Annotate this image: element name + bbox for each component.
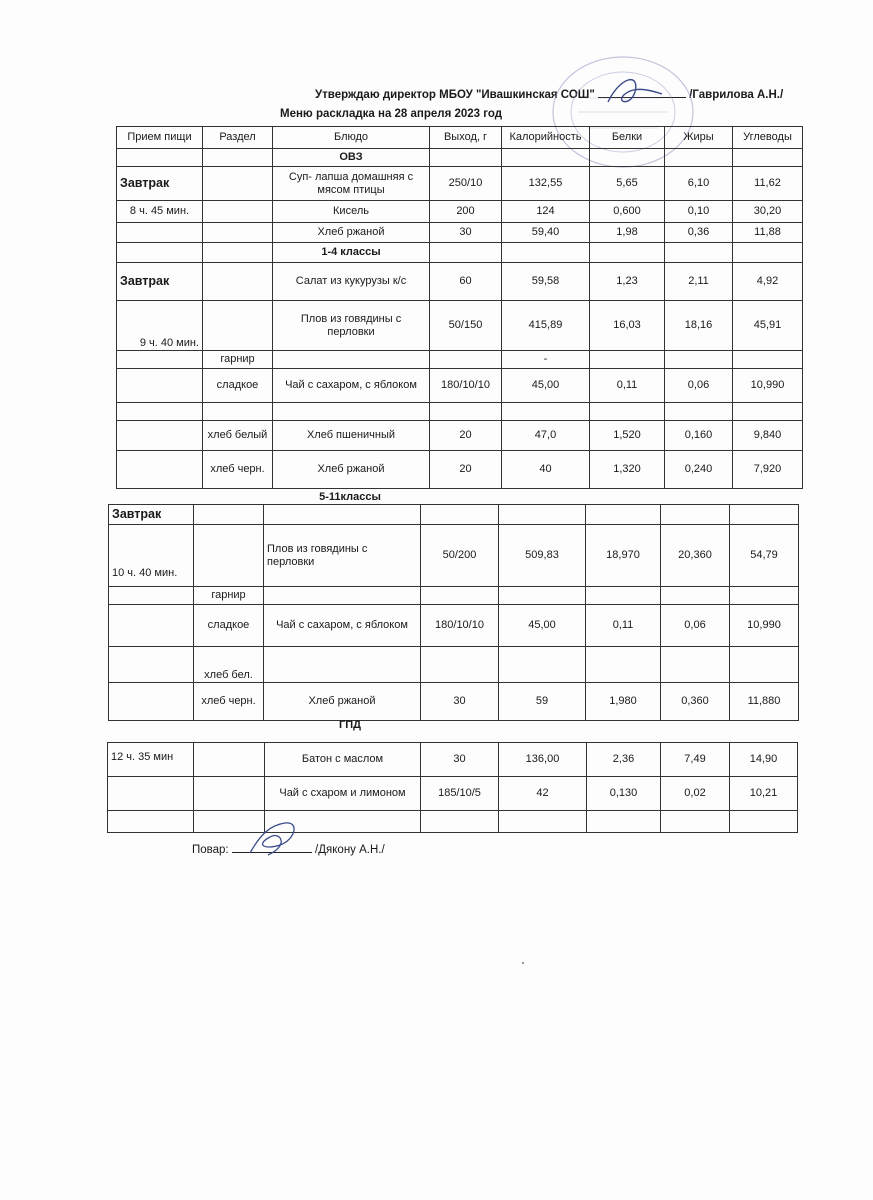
- protein-value: 1,98: [590, 223, 665, 243]
- carbs-value: 14,90: [730, 743, 798, 777]
- fat-value: 18,16: [665, 301, 733, 351]
- col-protein: Белки: [590, 127, 665, 149]
- carbs-value: 11,880: [730, 683, 799, 721]
- yield-value: 30: [430, 223, 502, 243]
- fat-value: 0,240: [665, 451, 733, 489]
- meal-time: 8 ч. 45 мин.: [117, 201, 203, 223]
- table-header-row: [117, 127, 803, 149]
- protein-value: 2,36: [587, 743, 661, 777]
- menu-table-5-11: [108, 504, 799, 721]
- fat-value: 0,06: [665, 369, 733, 403]
- dish-name: Хлеб пшеничный: [273, 421, 430, 451]
- protein-value: 0,130: [587, 777, 661, 811]
- carbs-value: 10,990: [730, 605, 799, 647]
- fat-value: 6,10: [665, 167, 733, 201]
- approval-text: Утверждаю директор МБОУ "Ивашкинская СОШ": [315, 89, 595, 101]
- col-carbs: Углеводы: [733, 127, 803, 149]
- section-label-1-4: 1-4 классы: [273, 243, 430, 263]
- cook-signature-line: [232, 842, 312, 853]
- calories-value: 124: [502, 201, 590, 223]
- menu-table-top: [116, 126, 803, 489]
- fat-value: 0,36: [665, 223, 733, 243]
- section-name: гарнир: [194, 587, 264, 605]
- dish-name: Хлеб ржаной: [273, 451, 430, 489]
- carbs-value: 10,990: [733, 369, 803, 403]
- calories-value: 136,00: [499, 743, 587, 777]
- table-row: [109, 683, 799, 721]
- table-row: [117, 351, 803, 369]
- carbs-value: 4,92: [733, 263, 803, 301]
- table-row: [117, 369, 803, 403]
- fat-value: 0,360: [661, 683, 730, 721]
- fat-value: 0,10: [665, 201, 733, 223]
- dish-name: Чай с сахаром, с яблоком: [264, 605, 421, 647]
- table-row-empty: [108, 811, 798, 833]
- calories-value: 45,00: [499, 605, 586, 647]
- section-name: хлеб черн.: [194, 683, 264, 721]
- table-row: [109, 587, 799, 605]
- protein-value: 1,980: [586, 683, 661, 721]
- protein-value: 0,11: [586, 605, 661, 647]
- calories-value: 45,00: [502, 369, 590, 403]
- section-name: сладкое: [203, 369, 273, 403]
- section-row-1-4: [117, 243, 803, 263]
- table-row: [108, 777, 798, 811]
- protein-value: 1,320: [590, 451, 665, 489]
- calories-value: 132,55: [502, 167, 590, 201]
- meal-time: 10 ч. 40 мин.: [109, 525, 194, 587]
- fat-value: 0,02: [661, 777, 730, 811]
- yield-value: 50/150: [430, 301, 502, 351]
- fat-value: 0,160: [665, 421, 733, 451]
- dish-name: Чай с сахаром, с яблоком: [273, 369, 430, 403]
- yield-value: 180/10/10: [421, 605, 499, 647]
- cook-label: Повар:: [192, 844, 229, 856]
- dish-name: Плов из говядины с перловки: [273, 301, 430, 351]
- calories-value: 40: [502, 451, 590, 489]
- col-section: Раздел: [203, 127, 273, 149]
- carbs-value: 54,79: [730, 525, 799, 587]
- table-row: [109, 505, 799, 525]
- carbs-value: 45,91: [733, 301, 803, 351]
- col-yield: Выход, г: [430, 127, 502, 149]
- table-row: [117, 301, 803, 351]
- calories-value: -: [502, 351, 590, 369]
- yield-value: 180/10/10: [430, 369, 502, 403]
- meal-label: Завтрак: [109, 505, 194, 525]
- section-name: сладкое: [194, 605, 264, 647]
- dish-name: Суп- лапша домашняя с мясом птицы: [273, 167, 430, 201]
- section-label-5-11: 5-11классы: [319, 491, 381, 503]
- calories-value: 59: [499, 683, 586, 721]
- table-row: [109, 605, 799, 647]
- director-name: /Гаврилова А.Н./: [689, 89, 784, 101]
- table-row: [109, 647, 799, 683]
- scan-speck: [522, 962, 524, 964]
- col-fat: Жиры: [665, 127, 733, 149]
- carbs-value: 11,88: [733, 223, 803, 243]
- section-name: хлеб бел.: [194, 647, 264, 683]
- yield-value: 30: [421, 683, 499, 721]
- meal-time: 9 ч. 40 мин.: [117, 301, 203, 351]
- calories-value: 42: [499, 777, 587, 811]
- cook-name: /Дякону А.Н./: [315, 844, 385, 856]
- calories-value: 415,89: [502, 301, 590, 351]
- yield-value: 20: [430, 421, 502, 451]
- calories-value: 59,58: [502, 263, 590, 301]
- carbs-value: 10,21: [730, 777, 798, 811]
- section-row-ovz: [117, 149, 803, 167]
- table-row-empty: [117, 403, 803, 421]
- dish-name: Батон с маслом: [265, 743, 421, 777]
- section-name: хлеб белый: [203, 421, 273, 451]
- section-name: гарнир: [203, 351, 273, 369]
- dish-name: Плов из говядины с перловки: [264, 525, 421, 587]
- protein-value: 1,23: [590, 263, 665, 301]
- table-row: [117, 223, 803, 243]
- dish-name: Кисель: [273, 201, 430, 223]
- col-calories: Калорийность: [502, 127, 590, 149]
- carbs-value: 9,840: [733, 421, 803, 451]
- approval-line: [315, 87, 783, 101]
- carbs-value: 11,62: [733, 167, 803, 201]
- dish-name: Чай с схаром и лимоном: [265, 777, 421, 811]
- yield-value: 30: [421, 743, 499, 777]
- fat-value: 7,49: [661, 743, 730, 777]
- protein-value: 5,65: [590, 167, 665, 201]
- yield-value: 200: [430, 201, 502, 223]
- table-row: [117, 451, 803, 489]
- col-dish: Блюдо: [273, 127, 430, 149]
- fat-value: 0,06: [661, 605, 730, 647]
- section-label-ovz: ОВЗ: [273, 149, 430, 167]
- yield-value: 20: [430, 451, 502, 489]
- yield-value: 250/10: [430, 167, 502, 201]
- carbs-value: 30,20: [733, 201, 803, 223]
- calories-value: 59,40: [502, 223, 590, 243]
- meal-label: Завтрак: [117, 263, 203, 301]
- table-row: [109, 525, 799, 587]
- dish-name: Салат из кукурузы к/с: [273, 263, 430, 301]
- dish-name: Хлеб ржаной: [264, 683, 421, 721]
- dish-name: Хлеб ржаной: [273, 223, 430, 243]
- cook-line: [192, 842, 385, 856]
- table-row: [117, 201, 803, 223]
- table-row: [117, 167, 803, 201]
- signature-line: [598, 87, 686, 98]
- table-row: [117, 263, 803, 301]
- calories-value: 509,83: [499, 525, 586, 587]
- fat-value: 2,11: [665, 263, 733, 301]
- protein-value: 1,520: [590, 421, 665, 451]
- calories-value: 47,0: [502, 421, 590, 451]
- section-name: хлеб черн.: [203, 451, 273, 489]
- yield-value: 50/200: [421, 525, 499, 587]
- carbs-value: 7,920: [733, 451, 803, 489]
- yield-value: 185/10/5: [421, 777, 499, 811]
- menu-title: Меню раскладка на 28 апреля 2023 год: [280, 108, 503, 120]
- fat-value: 20,360: [661, 525, 730, 587]
- yield-value: 60: [430, 263, 502, 301]
- menu-table-gpd: [107, 742, 798, 833]
- protein-value: 0,600: [590, 201, 665, 223]
- meal-label: Завтрак: [117, 167, 203, 201]
- protein-value: 16,03: [590, 301, 665, 351]
- col-meal: Прием пищи: [117, 127, 203, 149]
- table-row: [108, 743, 798, 777]
- table-row: [117, 421, 803, 451]
- section-label-gpd: ГПД: [339, 719, 361, 731]
- meal-time: 12 ч. 35 мин: [108, 743, 194, 777]
- protein-value: 18,970: [586, 525, 661, 587]
- protein-value: 0,11: [590, 369, 665, 403]
